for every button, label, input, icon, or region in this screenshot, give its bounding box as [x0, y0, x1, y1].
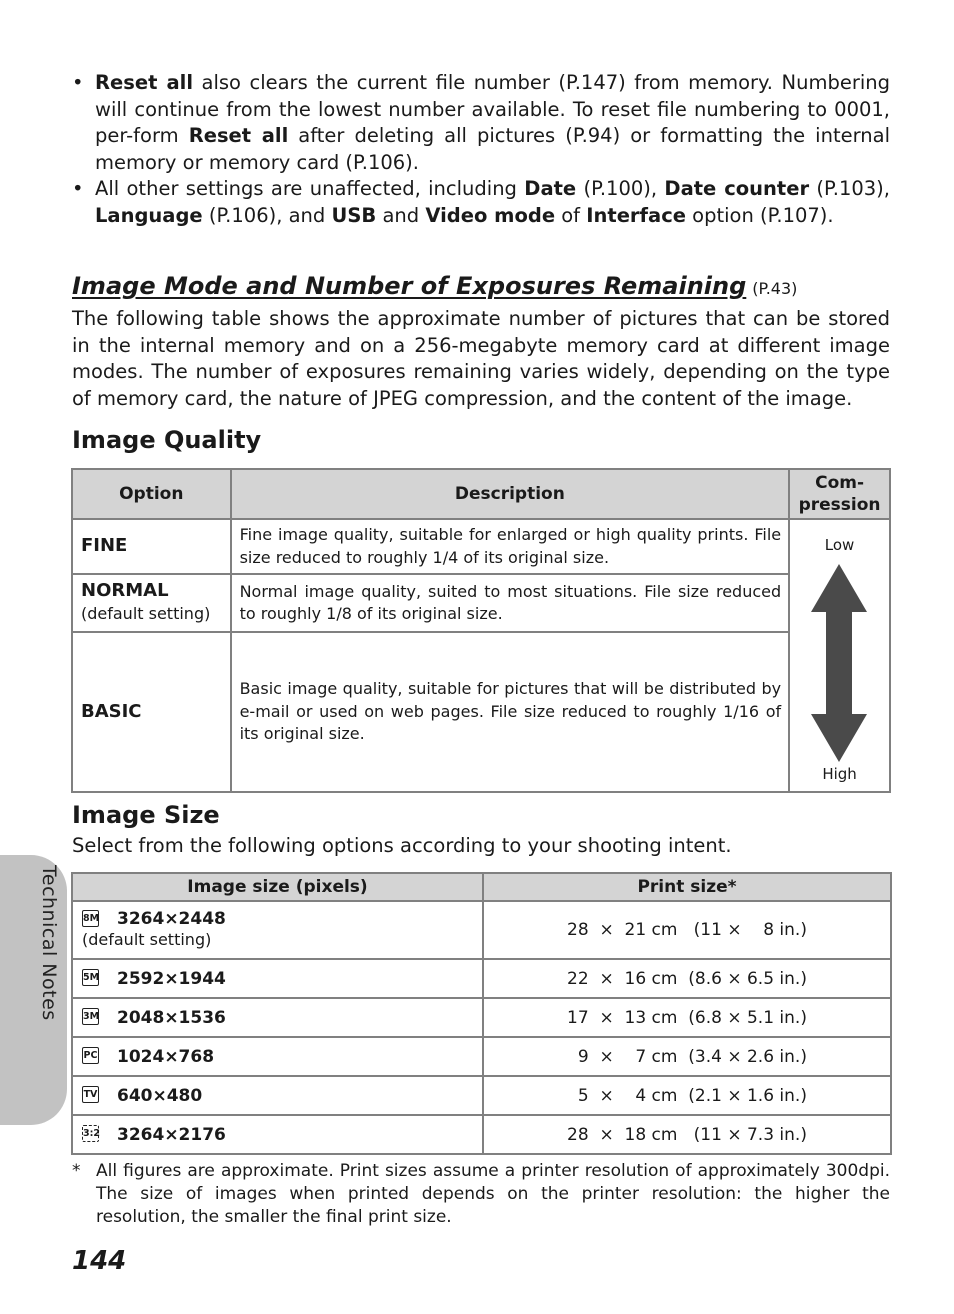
- double-arrow-icon: [811, 564, 867, 762]
- print-size-cell: 28 × 18 cm (11 × 7.3 in.): [483, 1115, 891, 1154]
- print-size-cell: 17 × 13 cm (6.8 × 5.1 in.): [483, 998, 891, 1037]
- image-mode-3m-icon: 3M: [82, 1008, 99, 1025]
- image-quality-table: [71, 468, 891, 793]
- table-row: 8M 3264×2448 (default setting) 28 × 21 cm (11 × 8 in.): [72, 901, 891, 959]
- image-size-heading: Image Size: [72, 801, 220, 829]
- footnote: [72, 1160, 890, 1229]
- description-cell: Normal image quality, suited to most situations. File size reduced to roughly 1/8 of its original size.: [231, 574, 790, 632]
- print-size-cell: 9 × 7 cm (3.4 × 2.6 in.): [483, 1037, 891, 1076]
- bullet-reset-all: • Reset all also clears the current file number (P.147) from memory. Numbering will continue from the lowest number available. To reset file numbering to 0001, per-form Reset all after deleting all pictures (P.94) or formatting the internal memory or memory card (P.106).: [72, 70, 890, 176]
- section-heading: Image Mode and Number of Exposures Remaining (P.43): [72, 272, 798, 300]
- image-mode-3-2-icon: 3:2: [82, 1125, 99, 1142]
- col-compression: Com- pression: [789, 469, 890, 519]
- page-number: 144: [72, 1246, 127, 1276]
- col-option: Option: [72, 469, 231, 519]
- compression-scale: [789, 519, 890, 792]
- section-intro: The following table shows the approximate number of pictures that can be stored in the internal memory and on a 256-megabyte memory card at different image modes. The number of exposures remaining varies widely, depending on the type of memory card, the nature of JPEG compression, and the content of the image.: [72, 307, 890, 410]
- compression-high-label: High: [822, 764, 857, 783]
- print-size-cell: 22 × 16 cm (8.6 × 6.5 in.): [483, 959, 891, 998]
- side-tab[interactable]: [0, 855, 67, 1125]
- image-mode-8m-icon: 8M: [82, 910, 99, 927]
- table-row: [72, 632, 890, 792]
- print-size-cell: 5 × 4 cm (2.1 × 1.6 in.): [483, 1076, 891, 1115]
- table-row: 3M 2048×1536 17 × 13 cm (6.8 × 5.1 in.): [72, 998, 891, 1037]
- image-mode-tv-icon: TV: [82, 1086, 99, 1103]
- col-description: Description: [231, 469, 790, 519]
- table-row: 5M 2592×1944 22 × 16 cm (8.6 × 6.5 in.): [72, 959, 891, 998]
- bullet-other-settings: • All other settings are unaffected, including Date (P.100), Date counter (P.103), Language (P.106), and USB and Video mode of Interface option (P.107).: [72, 176, 890, 229]
- section-page-ref[interactable]: (P.43): [752, 279, 798, 298]
- compression-low-label: Low: [824, 536, 855, 554]
- reset-notes-list: [72, 70, 890, 230]
- option-cell: BASIC: [72, 632, 231, 792]
- option-cell: NORMAL (default setting): [72, 574, 231, 632]
- description-cell: Fine image quality, suitable for enlarged or high quality prints. File size reduced to roughly 1/4 of its original size.: [231, 519, 790, 574]
- option-cell: FINE: [72, 519, 231, 574]
- footnote-text: All figures are approximate. Print sizes assume a printer resolution of approximately 300dpi. The size of images when printed depends on the printer resolution: the higher the resolution, the smaller the final print size.: [96, 1161, 890, 1227]
- col-print-size: Print size*: [483, 873, 891, 901]
- image-quality-heading: Image Quality: [72, 426, 262, 454]
- table-row: TV 640×480 5 × 4 cm (2.1 × 1.6 in.): [72, 1076, 891, 1115]
- description-cell: Basic image quality, suitable for pictures that will be distributed by e-mail or used on web pages. File size reduced to roughly 1/16 of its original size.: [231, 632, 790, 792]
- table-row: [72, 574, 890, 632]
- table-row: PC 1024×768 9 × 7 cm (3.4 × 2.6 in.): [72, 1037, 891, 1076]
- image-size-table: [71, 872, 892, 1155]
- table-header-row: [72, 873, 891, 901]
- image-mode-5m-icon: 5M: [82, 969, 99, 986]
- table-header-row: [72, 469, 890, 519]
- image-mode-pc-icon: PC: [82, 1047, 99, 1064]
- print-size-cell: 28 × 21 cm (11 × 8 in.): [483, 901, 891, 959]
- table-row: [72, 519, 890, 574]
- col-pixels: Image size (pixels): [72, 873, 483, 901]
- image-size-intro: Select from the following options according to your shooting intent.: [72, 834, 732, 857]
- table-row: 3:2 3264×2176 28 × 18 cm (11 × 7.3 in.): [72, 1115, 891, 1154]
- side-tab-label: Technical Notes: [38, 865, 60, 1021]
- footnote-marker: *: [72, 1161, 81, 1181]
